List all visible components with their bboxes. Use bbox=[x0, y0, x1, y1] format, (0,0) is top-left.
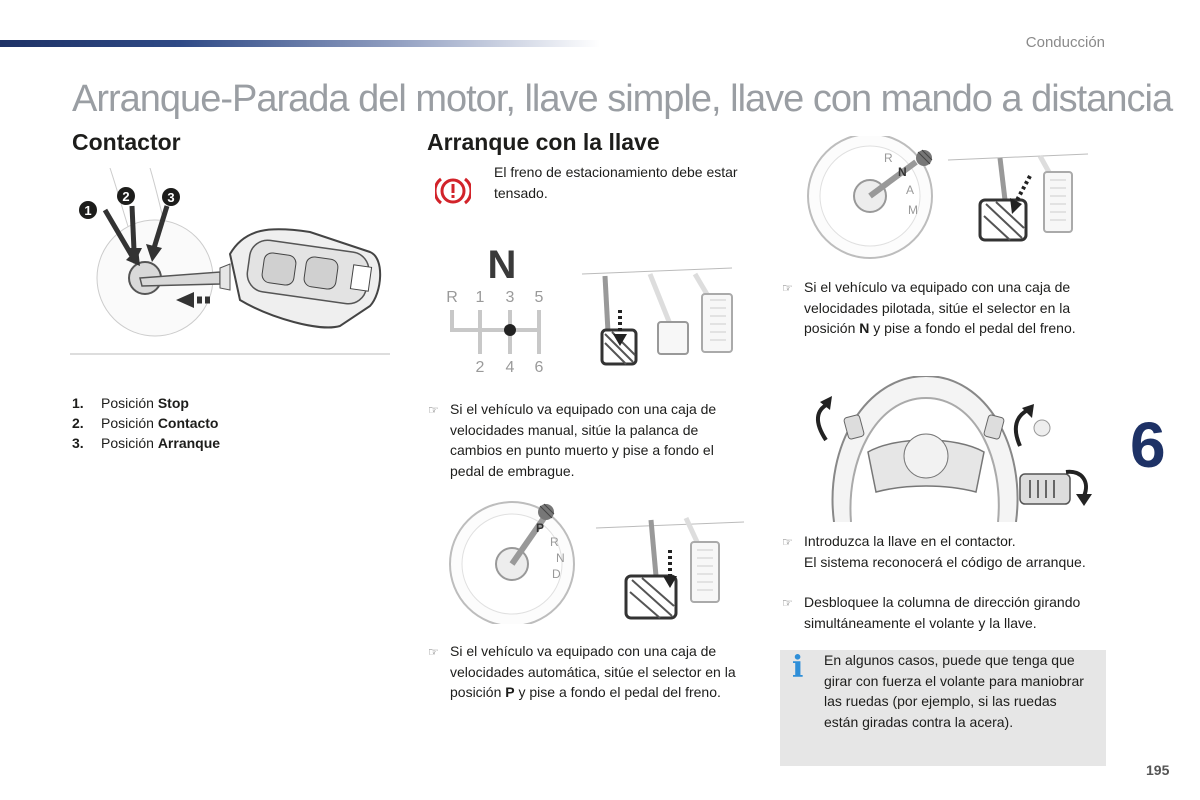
selector-label: R bbox=[884, 151, 893, 165]
manual-text: Si el vehículo va equipado con una caja de velocidades manual, sitúe la palanca de cambios en punto muerto y pise a fondo el pedal de embrague. bbox=[450, 401, 717, 479]
page-title: Arranque-Parada del motor, llave simple, llave con mando a distancia bbox=[72, 78, 1173, 120]
introduce-instruction bbox=[782, 531, 1104, 572]
pointing-hand-icon: ☞ bbox=[782, 281, 793, 295]
info-icon: i bbox=[792, 650, 804, 685]
chapter-number: 6 bbox=[1130, 409, 1166, 481]
selector-label: A bbox=[906, 183, 915, 197]
piloted-text-pre: Si el vehículo va equipado con una caja de velocidades pilotada, sitúe el selector en la posición bbox=[804, 279, 1071, 336]
automatic-instruction bbox=[428, 641, 750, 703]
introduce-text-line2: El sistema reconocerá el código de arranque. bbox=[804, 553, 1086, 570]
gear-label: R bbox=[446, 289, 458, 306]
selector-label: P bbox=[536, 521, 545, 535]
selector-label: D bbox=[552, 567, 561, 581]
unlock-instruction bbox=[782, 592, 1104, 633]
selector-label: N bbox=[898, 165, 907, 179]
piloted-gearbox-illustration bbox=[800, 136, 1090, 262]
pointing-hand-icon: ☞ bbox=[782, 535, 793, 549]
gear-label: 3 bbox=[505, 289, 515, 306]
selector-label: R bbox=[550, 535, 559, 549]
gear-selected-label: N bbox=[487, 244, 517, 287]
pointing-hand-icon: ☞ bbox=[428, 645, 439, 659]
list-number: 1. bbox=[72, 395, 84, 411]
header-bar bbox=[0, 40, 600, 47]
gear-label: 1 bbox=[475, 289, 485, 306]
unlock-text: Desbloquee la columna de dirección girando simultáneamente el volante y la llave. bbox=[804, 594, 1081, 631]
arranque-heading: Arranque con la llave bbox=[427, 129, 660, 155]
callout-2: 2 bbox=[122, 189, 130, 204]
list-item bbox=[72, 433, 220, 453]
automatic-text-post: y pise a fondo el pedal del freno. bbox=[514, 684, 721, 700]
list-prefix: Posición bbox=[101, 395, 158, 411]
contactor-heading: Contactor bbox=[72, 129, 181, 155]
manual-instruction bbox=[428, 399, 750, 481]
list-position: Contacto bbox=[157, 415, 219, 431]
section-label: Conducción bbox=[1025, 34, 1105, 51]
parking-brake-warning-icon bbox=[435, 175, 471, 207]
list-number: 3. bbox=[72, 435, 84, 451]
automatic-text-pre: Si el vehículo va equipado con una caja de velocidades automática, sitúe el selector en la posición bbox=[450, 643, 736, 700]
callout-3: 3 bbox=[167, 190, 175, 205]
selector-label: M bbox=[908, 203, 918, 217]
pointing-hand-icon: ☞ bbox=[428, 403, 439, 417]
list-item bbox=[72, 413, 220, 433]
gear-label: 5 bbox=[534, 289, 544, 306]
ignition-key-illustration bbox=[70, 168, 400, 358]
manual-gearbox-illustration bbox=[440, 244, 740, 384]
warning-text: El freno de estacionamiento debe estar tensado. bbox=[494, 164, 738, 201]
info-text: En algunos casos, puede que tenga que girar con fuerza el volante para maniobrar las ruedas (por ejemplo, si las ruedas están giradas contra la acera). bbox=[824, 652, 1084, 730]
list-number: 2. bbox=[72, 415, 84, 431]
position-list bbox=[72, 393, 220, 453]
steering-wheel-illustration bbox=[806, 376, 1100, 522]
page-number: 195 bbox=[1146, 762, 1170, 778]
selector-label: N bbox=[556, 551, 565, 565]
piloted-text-bold: N bbox=[859, 320, 870, 336]
list-item bbox=[72, 393, 220, 413]
gear-label: 6 bbox=[534, 359, 544, 376]
pointing-hand-icon: ☞ bbox=[782, 596, 793, 610]
piloted-instruction bbox=[782, 277, 1104, 339]
introduce-text-line1: Introduzca la llave en el contactor. bbox=[804, 533, 1016, 549]
automatic-gearbox-illustration bbox=[446, 498, 746, 624]
list-position: Arranque bbox=[157, 435, 221, 451]
list-prefix: Posición bbox=[101, 415, 158, 431]
piloted-text-post: y pise a fondo el pedal del freno. bbox=[869, 320, 1076, 336]
gear-label: 2 bbox=[475, 359, 485, 376]
list-prefix: Posición bbox=[101, 435, 158, 451]
gear-label: 4 bbox=[505, 359, 515, 376]
callout-1: 1 bbox=[84, 203, 92, 218]
list-position: Stop bbox=[157, 395, 189, 411]
automatic-text-bold: P bbox=[505, 684, 515, 700]
